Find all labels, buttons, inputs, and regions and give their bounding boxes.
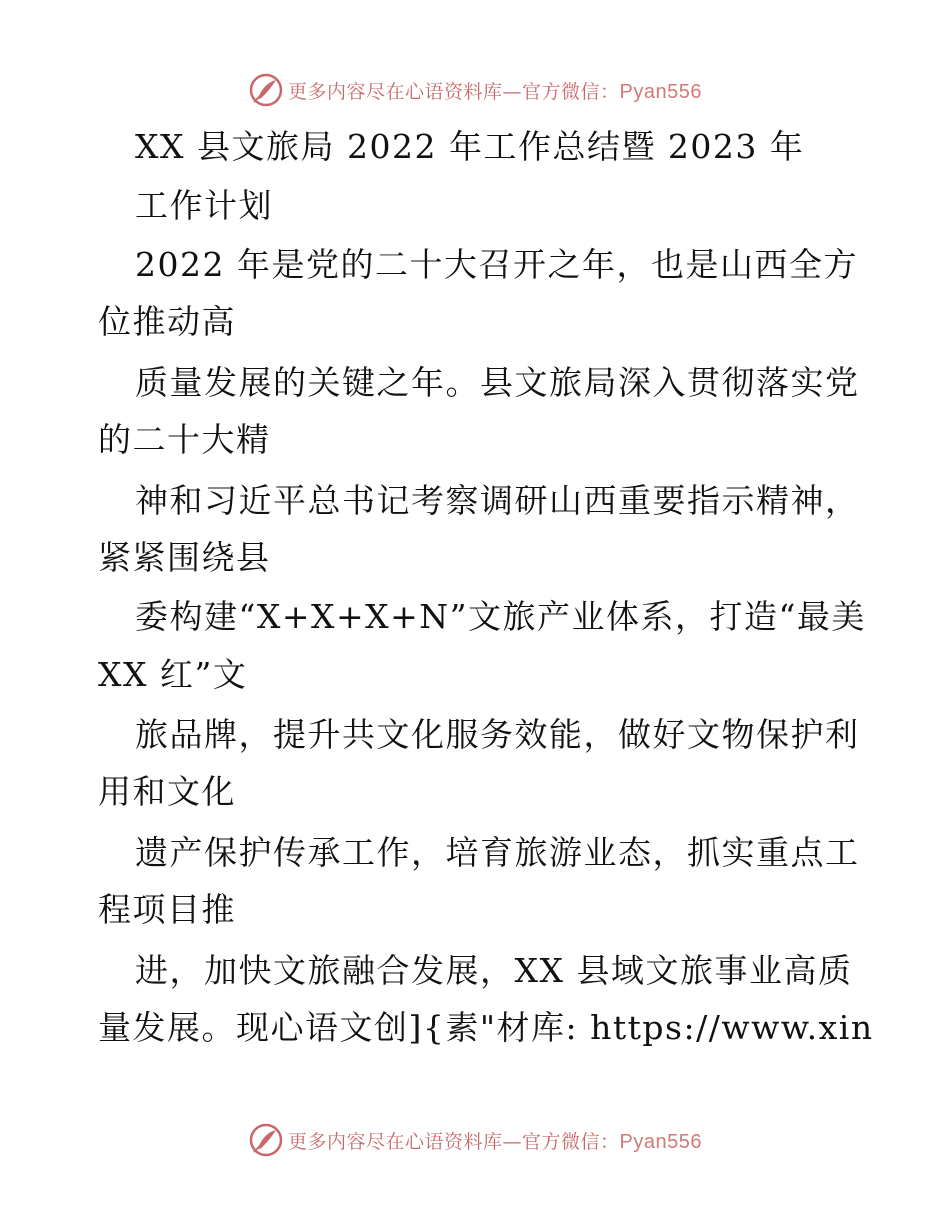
footer-banner xyxy=(0,1120,950,1160)
header-banner xyxy=(0,70,950,110)
quill-logo-icon xyxy=(248,72,284,108)
doc-line: 神和习近平总书记考察调研山西重要指示精神， xyxy=(135,481,860,520)
doc-line: 进，加快文旅融合发展，XX 县域文旅事业高质 xyxy=(135,951,853,990)
banner-label: 官方微信： xyxy=(522,80,620,103)
doc-title-line-1: XX 县文旅局 2022 年工作总结暨 2023 年 xyxy=(135,127,805,166)
banner-brand: 更多内容尽在心语资料库 xyxy=(288,80,503,103)
banner-dash: — xyxy=(502,1130,523,1153)
doc-line: 量发展。现心语文创]{素"材库: https://www.xin xyxy=(98,1008,874,1047)
doc-line: 的二十大精 xyxy=(98,420,271,459)
doc-line: 2022 年是党的二十大召开之年，也是山西全方 xyxy=(135,245,858,284)
doc-line: 位推动高 xyxy=(98,302,236,341)
banner-text xyxy=(288,77,702,104)
banner-dash: — xyxy=(502,80,523,103)
doc-line: 用和文化 xyxy=(98,772,236,811)
banner-wechat-id: Pyan556 xyxy=(619,1130,702,1153)
doc-line: 旅品牌，提升共文化服务效能，做好文物保护利 xyxy=(135,715,860,754)
banner-brand: 更多内容尽在心语资料库 xyxy=(288,1130,503,1153)
doc-line: 程项目推 xyxy=(98,890,236,929)
doc-line: 质量发展的关键之年。县文旅局深入贯彻落实党 xyxy=(135,363,860,402)
quill-logo-icon xyxy=(248,1122,284,1158)
doc-line: 紧紧围绕县 xyxy=(98,538,271,577)
doc-line: 委构建“X+X+X+N”文旅产业体系，打造“最美 xyxy=(135,597,866,636)
doc-line: XX 红”文 xyxy=(98,655,248,694)
banner-text xyxy=(288,1127,702,1154)
doc-title-line-2: 工作计划 xyxy=(135,186,273,225)
doc-line: 遗产保护传承工作，培育旅游业态，抓实重点工 xyxy=(135,833,860,872)
banner-wechat-id: Pyan556 xyxy=(619,80,702,103)
banner-label: 官方微信： xyxy=(522,1130,620,1153)
